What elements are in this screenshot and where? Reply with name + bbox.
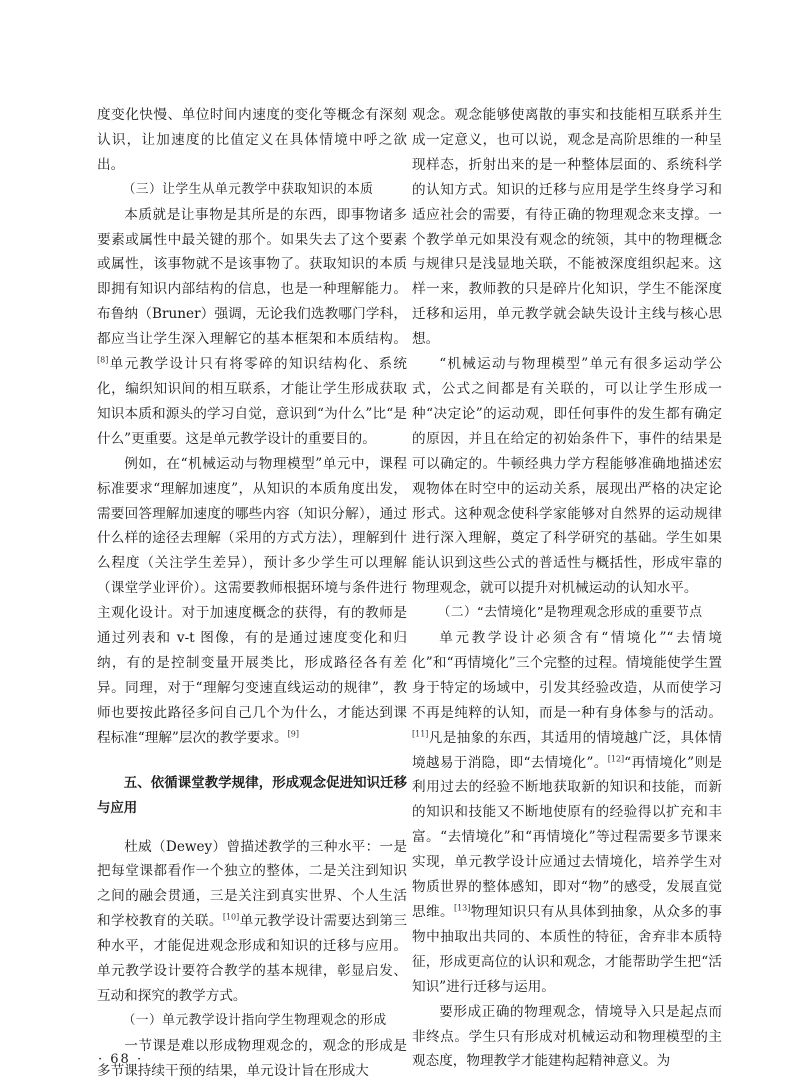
page-number: · 68 · (98, 1052, 144, 1067)
citation: [8] (97, 355, 109, 365)
paragraph: 例如，在“机械运动与物理模型”单元中，课程标准要求“理解加速度”，从知识的本质角度出发，需要回答理解加速度的哪些内容（知识分解），通过什么样的途径去理解（采用的方式方法），理解到什么程度（关注学生差异），预计多少学生可以理解（课堂学业评价）。这需要教师根据环境与条件进行主观化设计。对于加速度概念的获得，有的教师是通过列表和 v-t 图像，有的是通过速度变化和归纳，有的是控制变量开展类比，形成路径各有差异。同理，对于“理解匀变速直线运动的规律”，教师也要按此路径多问自己几个为什么，才能达到课程标准“理解”层次的教学要求。[9] (97, 455, 407, 746)
paragraph: 要形成正确的物理观念，情境导入只是起点而非终点。学生只有形成对机械运动和物理模型的主观态度，物理教学才能建构起精神意义。为 (412, 1003, 722, 1070)
paragraph: 一节课是难以形成物理观念的，观念的形成是多节课持续干预的结果，单元设计旨在形成大 (97, 1037, 407, 1079)
subsection-heading: （一）单元教学设计指向学生物理观念的形成 (122, 1012, 387, 1028)
citation: [10] (222, 912, 240, 922)
paragraph: “机械运动与物理模型”单元有很多运动学公式，公式之间都是有关联的，可以让学生形成一种“决定论”的运动观，即任何事件的发生都有确定的原因，并且在给定的初始条件下，事件的结果是可以确定的。牛顿经典力学方程能够准确地描述宏观物体在时空中的运动关系，展现出严格的决定论形式。这种观念使科学家能够对自然界的运动规律进行深入理解，奠定了科学研究的基础。学生如果能认识到这些公式的普适性与概括性，形成牢靠的物理观念，就可以提升对机械运动的认知水平。 (412, 356, 722, 597)
paragraph: 单元教学设计必须含有“情境化”“去情境化”和“再情境化”三个完整的过程。情境能使学生置身于特定的场域中，引发其经验改造，从而使学习不再是纯粹的认知，而是一种有身体参与的活动。[11]凡是抽象的东西，其适用的情境越广泛，具体情境越易于消隐，即“去情境化”。[12]“再情境化”则是利用过去的经验不断地获取新的知识和技能，而新的知识和技能又不断地使原有的经验得以扩充和丰富。“去情境化”和“再情境化”等过程需要多节课来实现，单元教学设计应通过去情境化，培养学生对物质世界的整体感知，即对“物”的感受，发展直觉思维。[13]物理知识只有从具体到抽象，从众多的事物中抽取出共同的、本质性的特征，舍弃非本质特征，形成更高位的认识和观念，才能帮助学生把“活知识”进行迁移与运用。 (412, 630, 723, 995)
right-column (412, 103, 722, 1074)
citation: [12] (607, 754, 625, 764)
citation: [13] (453, 903, 471, 913)
left-column (97, 103, 407, 1084)
paragraph: 观念。观念能够使离散的事实和技能相互联系并生成一定意义，也可以说，观念是高阶思维的一种呈现样态，折射出来的是一种整体层面的、系统科学的认知方式。知识的迁移与应用是学生终身学习和适应社会的需要，有待正确的物理观念来支撑。一个教学单元如果没有观念的统领，其中的物理概念与规律只是浅显地关联，不能被深度组织起来。这样一来，教师教的只是碎片化知识，学生不能深度迁移和运用，单元教学就会缺失设计主线与核心思想。 (412, 107, 722, 348)
paragraph: 杜威（Dewey）曾描述教学的三种水平：一是把每堂课都看作一个独立的整体，二是关注到知识之间的融会贯通，三是关注到真实世界、个人生活和学校教育的关联。[10]单元教学设计需要达到第三种水平，才能促进观念形成和知识的迁移与应用。单元教学设计要符合教学的基本规律，彰显启发、互动和探究的教学方式。 (97, 838, 408, 1004)
subsection-heading: （三）让学生从单元教学中获取知识的本质 (122, 181, 374, 197)
paragraph: 本质就是让事物是其所是的东西，即事物诸多要素或属性中最关键的那个。如果失去了这个要素或属性，该事物就不是该事物了。获取知识的本质即拥有知识内部结构的信息，也是一种理解能力。布鲁纳（Bruner）强调，无论我们选教哪门学科，都应当让学生深入理解它的基本框架和本质结构。[8]单元教学设计只有将零碎的知识结构化、系统化，编织知识间的相互联系，才能让学生形成获取知识本质和源头的学习自觉，意识到“为什么”比“是什么”更重要。这是单元教学设计的重要目的。 (97, 206, 407, 447)
citation: [9] (287, 729, 299, 739)
section-heading: 五、依循课堂教学规律，形成观念促进知识迁移与应用 (97, 775, 407, 816)
paragraph: 度变化快慢、单位时间内速度的变化等概念有深刻认识，让加速度的比值定义在具体情境中呼之欲出。 (97, 107, 407, 173)
citation: [11] (412, 729, 429, 739)
subsection-heading: （二）“去情境化”是物理观念形成的重要节点 (437, 605, 703, 621)
